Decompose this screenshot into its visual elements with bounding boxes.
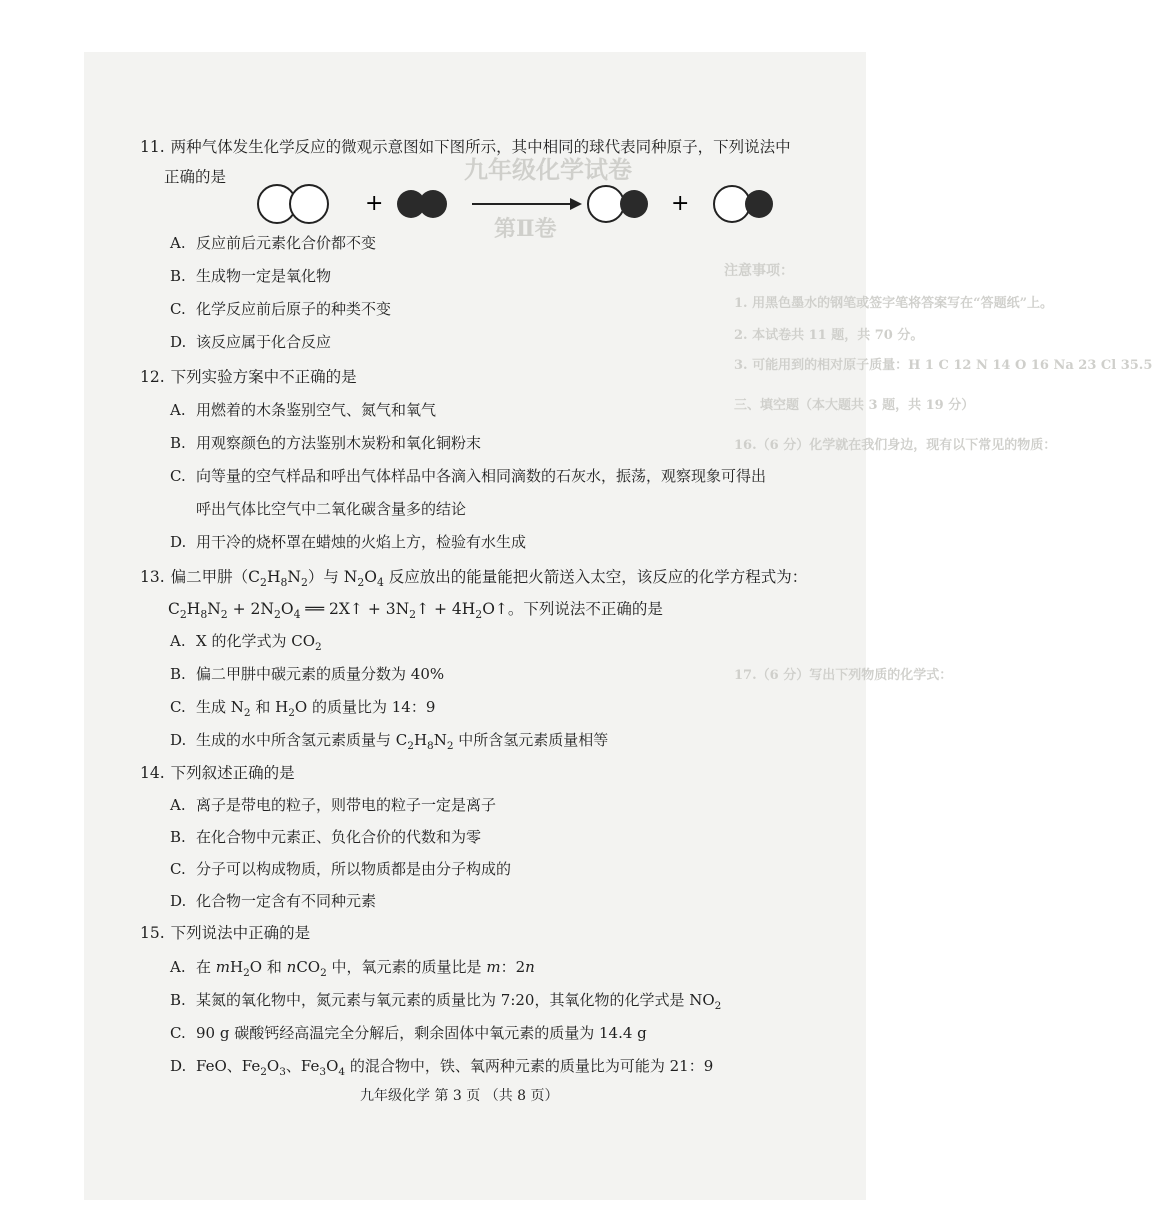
reactant-white-molecule <box>258 185 328 223</box>
q13-equation: $C_2H_8N_2 + 2N_2O_4$ ══ 2X↑ + $3N_2↑$ + $4H_2O↑$。下列说法不正确的是 <box>168 600 663 622</box>
bleed-notice: 注意事项： <box>724 263 794 279</box>
product-molecule-2 <box>714 186 773 222</box>
q14-option-d: D. 化合物一定含有不同种元素 <box>170 892 377 910</box>
bleed-q16: 16.（6 分）化学就在我们身边，现有以下常见的物质： <box>734 438 1057 453</box>
reaction-diagram <box>250 176 790 236</box>
q15-option-d: D. FeO、$Fe_2O_3$、$Fe_3O_4$ 的混合物中，铁、氧两种元素的质量比为可能为 21：9 <box>170 1057 714 1078</box>
q12-option-a: A. 用燃着的木条鉴别空气、氮气和氧气 <box>170 401 437 419</box>
bleed-s3: 三、填空题（本大题共 3 题，共 19 分） <box>734 398 975 413</box>
q15-option-b: B. 某氮的氧化物中，氮元素与氧元素的质量比为 7:20，其氧化物的化学式是 $NO_2$ <box>170 991 722 1012</box>
plus-sign-2: + <box>671 191 690 216</box>
plus-sign-1: + <box>365 191 384 216</box>
q14-option-b: B. 在化合物中元素正、负化合价的代数和为零 <box>170 828 482 846</box>
reaction-arrow <box>472 198 582 210</box>
q15-option-a: A. 在 $mH_2O$ 和 nCO$_2$ 中，氧元素的质量比是 m：2n <box>170 958 535 979</box>
q13-option-c: C. 生成 $N_2$ 和 $H_2O$ 的质量比为 14：9 <box>170 698 436 719</box>
q15-option-c: C. 90 g 碳酸钙经高温完全分解后，剩余固体中氧元素的质量为 14.4 g <box>170 1024 647 1042</box>
q13-option-b: B. 偏二甲肼中碳元素的质量分数为 40% <box>170 665 445 683</box>
question-14-stem: 14. 下列叙述正确的是 <box>140 764 295 782</box>
q12-option-b: B. 用观察颜色的方法鉴别木炭粉和氧化铜粉末 <box>170 434 482 452</box>
q13-option-a: A. X 的化学式为 $CO_2$ <box>170 632 322 653</box>
q12-option-d: D. 用干冷的烧杯罩在蜡烛的火焰上方，检验有水生成 <box>170 533 527 551</box>
question-11-stem: 11. 两种气体发生化学反应的微观示意图如下图所示，其中相同的球代表同种原子，下列说法中 <box>140 138 791 156</box>
bleed-n3: 3. 可能用到的相对原子质量：H 1 C 12 N 14 O 16 Na 23 Cl 35.5 <box>734 358 1152 373</box>
q14-option-a: A. 离子是带电的粒子，则带电的粒子一定是离子 <box>170 796 497 814</box>
bleed-n2: 2. 本试卷共 11 题，共 70 分。 <box>734 328 924 343</box>
q13-option-d: D. 生成的水中所含氢元素质量与 $C_2H_8N_2$ 中所含氢元素质量相等 <box>170 731 609 752</box>
reactant-black-molecule <box>397 190 447 218</box>
q11-option-d: D. 该反应属于化合反应 <box>170 333 332 351</box>
product-molecule-1 <box>588 186 648 222</box>
q11-option-c: C. 化学反应前后原子的种类不变 <box>170 300 392 318</box>
q11-option-b: B. 生成物一定是氧化物 <box>170 267 332 285</box>
question-13-stem: 13. 偏二甲肼$(C_2H_8N_2)$与 $N_2O_4$ 反应放出的能量能把火箭送入太空，该反应的化学方程式为： <box>140 568 808 590</box>
q12-option-c: C. 向等量的空气样品和呼出气体样品中各滴入相同滴数的石灰水，振荡，观察现象可得出 <box>170 467 767 485</box>
question-12-stem: 12. 下列实验方案中不正确的是 <box>140 368 357 386</box>
bleed-q17: 17.（6 分）写出下列物质的化学式： <box>734 668 953 683</box>
q13-stem-text: 偏二甲肼$(C_2H_8N_2)$与 $N_2O_4$ 反应放出的能量能把火箭送入太空，该反应的化学方程式为： <box>170 568 808 590</box>
question-15-stem: 15. 下列说法中正确的是 <box>140 924 311 942</box>
page-footer: 九年级化学 第 3 页 （共 8 页） <box>360 1088 559 1104</box>
q14-option-c: C. 分子可以构成物质，所以物质都是由分子构成的 <box>170 860 512 878</box>
bleed-section: 第Ⅱ卷 <box>494 216 557 242</box>
q11-option-a: A. 反应前后元素化合价都不变 <box>170 234 377 252</box>
bleed-n1: 1. 用黑色墨水的钢笔或签字笔将答案写在“答题纸”上。 <box>734 296 1054 311</box>
bleed-title: 九年级化学试卷 <box>464 155 632 184</box>
question-11-stem-cont: 正确的是 <box>164 168 227 186</box>
q12-option-c-cont: 呼出气体比空气中二氧化碳含量多的结论 <box>196 500 467 518</box>
